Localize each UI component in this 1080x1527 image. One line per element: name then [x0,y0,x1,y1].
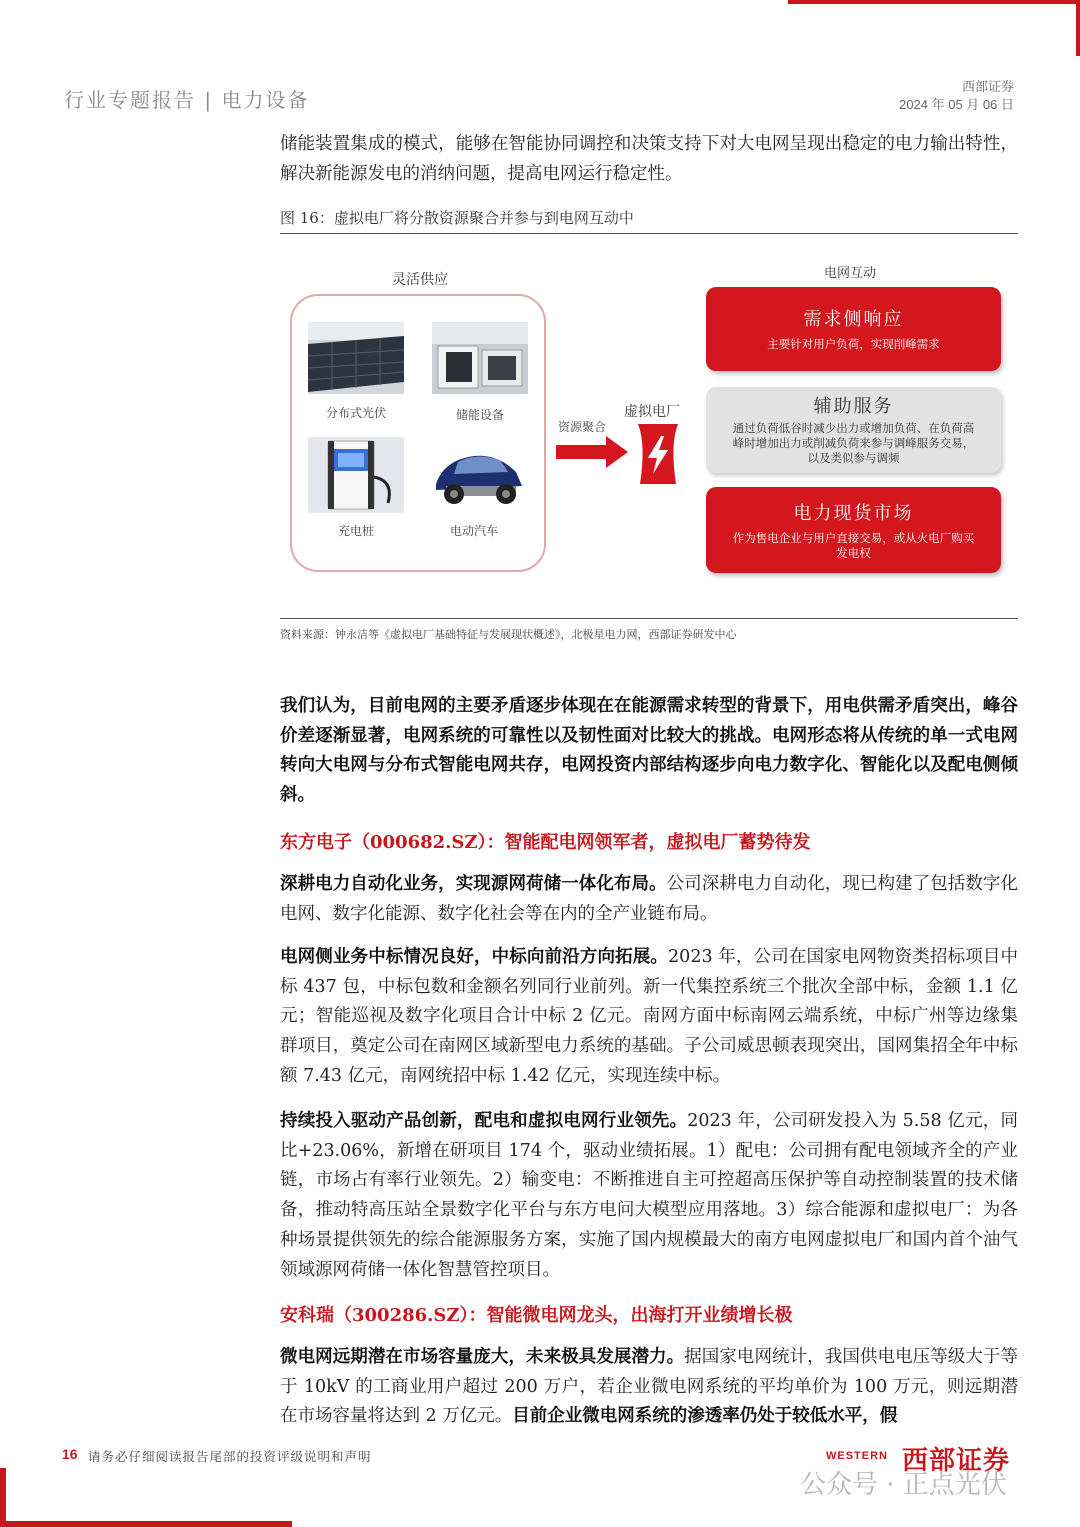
service-desc: 主要针对用户负荷，实现削峰需求 [767,337,940,351]
paragraph [280,1107,1018,1285]
electric-car-icon [428,440,528,512]
charging-pile-icon [308,437,404,513]
service-spot-market [706,487,1001,573]
battery-storage-icon [432,322,528,394]
aggregation-label: 资源聚合 [558,420,607,434]
page-number: 16 [62,1446,78,1462]
tile-label-ev: 电动汽车 [449,524,498,538]
logo-firm-name: 西部证券 [902,1446,1011,1476]
header-firm: 西部证券 [961,80,1014,95]
footer-disclaimer: 请务必仔细阅读报告尾部的投资评级说明和声明 [88,1449,372,1464]
paragraph-body: 据国家电网统计，我国供电电压等级大于等于 10kV 的工商业用户超过 200 万户，若企业微电网系统的平均单价为 100 万元，则远期潜在市场容量将达到 2 万亿元。 [280,1347,1019,1427]
service-title: 辅助服务 [813,396,894,417]
figure-title: 图 16：虚拟电厂将分散资源聚合并参与到电网互动中 [280,209,634,227]
service-title: 需求侧响应 [803,309,904,330]
paragraph [280,1343,1018,1432]
service-desc: 作为售电企业与用户直接交易，或从火电厂购买发电权 [732,531,975,560]
tile-label-charger: 充电桩 [337,524,374,538]
service-title: 电力现货市场 [793,503,914,524]
paragraph-lead: 微电网远期潜在市场容量庞大，未来极具发展潜力。 [280,1347,685,1367]
tile-label-storage: 储能设备 [455,408,504,422]
paragraph-body: 公司深耕电力自动化，现已构建了包括数字化电网、数字化能源、数字化社会等在内的全产业链布局。 [280,874,1018,924]
paragraph-body: 2023 年，公司在国家电网物资类招标项目中标 437 包，中标包数和金额名列同行业前列。新一代集控系统三个批次全部中标，金额 1.1 亿元；智能巡视及数字化项目合计中标 2 亿元。南网方面中标南网云端系统，中标广州等边缘集群项目，奠定公司在南网区域新型电力系统的基础。子公司威思顿表现突出，国网集招全年中标额 7.43 亿元，南网统招中标 1.42 亿元，实现连续中标。 [280,947,1018,1086]
paragraph-lead: 电网侧业务中标情况良好，中标向前沿方向拓展。 [280,947,669,967]
section-title-dongfang: 东方电子（000682.SZ）：智能配电网领军者，虚拟电厂蓄势待发 [280,832,811,853]
paragraph-body: 2023 年，公司研发投入为 5.58 亿元，同比+23.06%，新增在研项目 174 个，驱动业绩拓展。1）配电：公司拥有配电领域齐全的产业链，市场占有率行业领先。2）输变电：不断推进自主可控超高压保护等自动控制装置的技术储备，推动特高压站全景数字化平台与东方电问大模型应用落地。3）综合能源和虚拟电厂：为各种场景提供领先的综合能源服务方案，实施了国内规模最大的南方电网虚拟电厂和国内首个油气领域源网荷储一体化智慧管控项目。 [280,1111,1018,1280]
corner-accent-top [788,0,1080,4]
service-demand-response [706,287,1001,371]
section-title-acrel: 安科瑞（300286.SZ）：智能微电网龙头，出海打开业绩增长极 [280,1305,793,1326]
service-ancillary [706,387,1001,473]
corner-accent-bottom [0,1521,292,1527]
grid-interaction-title: 电网互动 [824,266,877,281]
intro-paragraph: 储能装置集成的模式，能够在智能协同调控和决策支持下对大电网呈现出稳定的电力输出特性，解决新能源发电的消纳问题，提高电网运行稳定性。 [280,134,1018,184]
tile-label-solar: 分布式光伏 [325,406,386,420]
figure-source: 资料来源：钟永洁等《虚拟电厂基础特征与发展现状概述》，北极星电力网，西部证券研发中心 [280,628,737,641]
logo-western-text: WESTERN [826,1450,888,1462]
view-paragraph: 我们认为，目前电网的主要矛盾逐步体现在在能源需求转型的背景下，用电供需矛盾突出，峰谷价差逐渐显著，电网系统的可靠性以及韧性面对比较大的挑战。电网形态将从传统的单一式电网转向大电网与分布式智能电网共存，电网投资内部结构逐步向电力数字化、智能化以及配电侧倾斜。 [280,696,1018,806]
corner-accent-bottom-vertical [0,1468,6,1527]
header-date: 2024 年 05 月 06 日 [899,97,1014,112]
figure-bottom-rule [280,618,1018,619]
paragraph-lead: 持续投入驱动产品创新，配电和虚拟电网行业领先。 [280,1111,688,1131]
watermark: 公众号 · 正点光伏 [800,1470,1007,1500]
corner-accent-top-vertical [1076,0,1080,56]
power-plant-icon [628,424,688,484]
paragraph-lead: 深耕电力自动化业务，实现源网荷储一体化布局。 [280,874,667,894]
arrow-right-icon [556,436,628,468]
report-category: 行业专题报告 | 电力设备 [64,88,310,112]
paragraph [280,943,1018,1092]
service-desc: 通过负荷低谷时减少出力或增加负荷、在负荷高峰时增加出力或削减负荷来参与调峰服务交易，以及类似参与调频 [732,421,975,465]
paragraph [280,870,1018,929]
figure-top-rule [280,233,1018,234]
flexible-supply-title: 灵活供应 [388,269,452,289]
vpp-label: 虚拟电厂 [624,404,680,420]
solar-panel-icon [308,322,404,394]
paragraph-tail: 目前企业微电网系统的渗透率仍处于较低水平，假 [512,1406,898,1427]
